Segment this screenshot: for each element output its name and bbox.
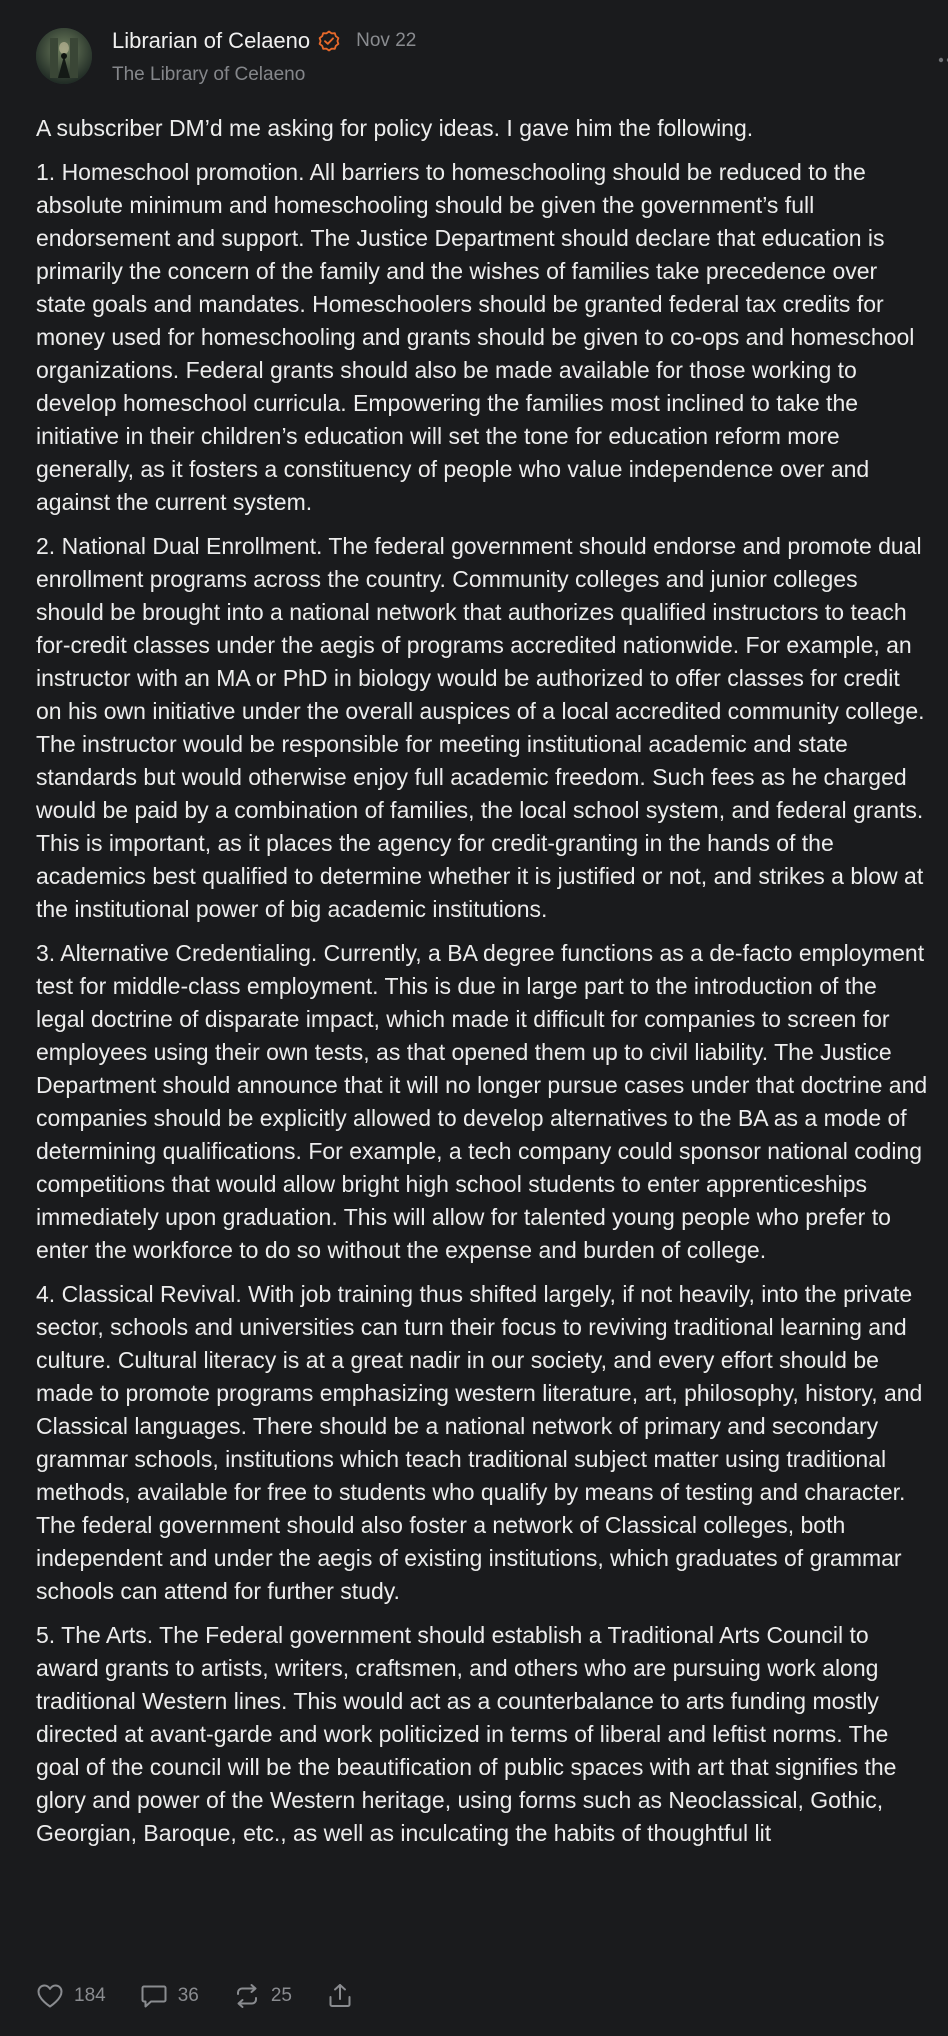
action-bar [36, 1982, 388, 2010]
restack-count: 25 [270, 1985, 292, 2006]
post-body [36, 112, 930, 1861]
post-date[interactable]: Nov 22 [356, 30, 417, 51]
paragraph-intro: A subscriber DM’d me asking for policy ideas. I gave him the following. [36, 115, 754, 141]
like-button[interactable] [36, 1983, 106, 2009]
share-upload-icon [326, 1982, 354, 2010]
comment-bubble-icon [140, 1983, 168, 2009]
share-button[interactable] [326, 1982, 354, 2010]
post [36, 0, 930, 1846]
restack-arrows-icon [233, 1983, 261, 2009]
comment-button[interactable] [140, 1983, 199, 2009]
author-row [112, 28, 416, 54]
like-count: 184 [74, 1985, 106, 2006]
paragraph-credentialing: 3. Alternative Credentialing. Currently, a BA degree functions as a de-facto employment test for middle-class employment. This is due in large part to the introduction of the legal doctrine of disparate impact, which made it difficult for companies to screen for employees using their own tests, as that opened them up to civil liability. The Justice Department should announce that it will no longer pursue cases under that doctrine and companies should be explicitly allowed to develop alternatives to the BA as a mode of determining qualifications. For example, a tech company could sponsor national coding competitions that would allow bright high school students to enter apprenticeships immediately upon graduation. This will allow for talented young people who prefer to enter the workforce to do so without the expense and burden of college. [36, 940, 928, 1263]
publication-name[interactable]: The Library of Celaeno [112, 64, 306, 85]
verified-check-icon [318, 30, 340, 52]
comment-count: 36 [177, 1985, 199, 2006]
paragraph-homeschool: 1. Homeschool promotion. All barriers to homeschooling should be reduced to the absolute minimum and homeschooling should be given the government’s full endorsement and support. The Justice Department should declare that education is primarily the concern of the family and the wishes of families take precedence over state goals and mandates. Homeschoolers should be granted federal tax credits for money used for homeschooling and grants should be given to co-ops and homeschool organizations. Federal grants should also be made available for those working to develop homeschool curricula. Empowering the families most inclined to take the initiative in their children’s education will set the tone for education reform more generally, as it fosters a constituency of people who value independence over and against the current system. [36, 159, 915, 515]
avatar[interactable] [36, 28, 92, 84]
post-header [36, 0, 930, 100]
more-button[interactable] [932, 48, 948, 72]
paragraph-dual-enrollment: 2. National Dual Enrollment. The federal government should endorse and promote dual enrollment programs across the country. Community colleges and junior colleges should be brought into a national network that authorizes qualified instructors to teach for-credit classes under the aegis of programs accredited nationwide. For example, an instructor with an MA or PhD in biology would be authorized to offer classes for credit on his own initiative under the overall auspices of a local accredited community college. The instructor would be responsible for meeting institutional academic and state standards but would otherwise enjoy full academic freedom. Such fees as he charged would be paid by a combination of families, the local school system, and federal grants. This is important, as it places the agency for credit-granting in the hands of the academics best qualified to determine whether it is justified or not, and strikes a blow at the institutional power of big academic institutions. [36, 533, 925, 922]
paragraph-arts: 5. The Arts. The Federal government should establish a Traditional Arts Council to award grants to artists, writers, craftsmen, and others who are pursuing work along traditional Western lines. This would act as a counterbalance to arts funding mostly directed at avant-garde and work politicized in terms of liberal and leftist norms. The goal of the council will be the beautification of public spaces with art that signifies the glory and power of the Western heritage, using forms such as Neoclassical, Gothic, Georgian, Baroque, etc., as well as inculcating the habits of thoughtful lit [36, 1622, 897, 1846]
heart-icon [36, 1983, 64, 2009]
restack-button[interactable] [233, 1983, 292, 2009]
author-name[interactable]: Librarian of Celaeno [112, 28, 311, 53]
paragraph-classical-revival: 4. Classical Revival. With job training thus shifted largely, if not heavily, into the private sector, schools and universities can turn their focus to reviving traditional learning and culture. Cultural literacy is at a great nadir in our society, and every effort should be made to promote programs emphasizing western literature, art, philosophy, history, and Classical languages. There should be a national network of primary and secondary grammar schools, institutions which teach traditional subject matter using traditional methods, available for free to students who qualify by means of testing and character. The federal government should also foster a network of Classical colleges, both independent and under the aegis of existing institutions, which graduates of grammar schools can attend for further study. [36, 1281, 923, 1604]
more-horizontal-icon [938, 57, 948, 63]
